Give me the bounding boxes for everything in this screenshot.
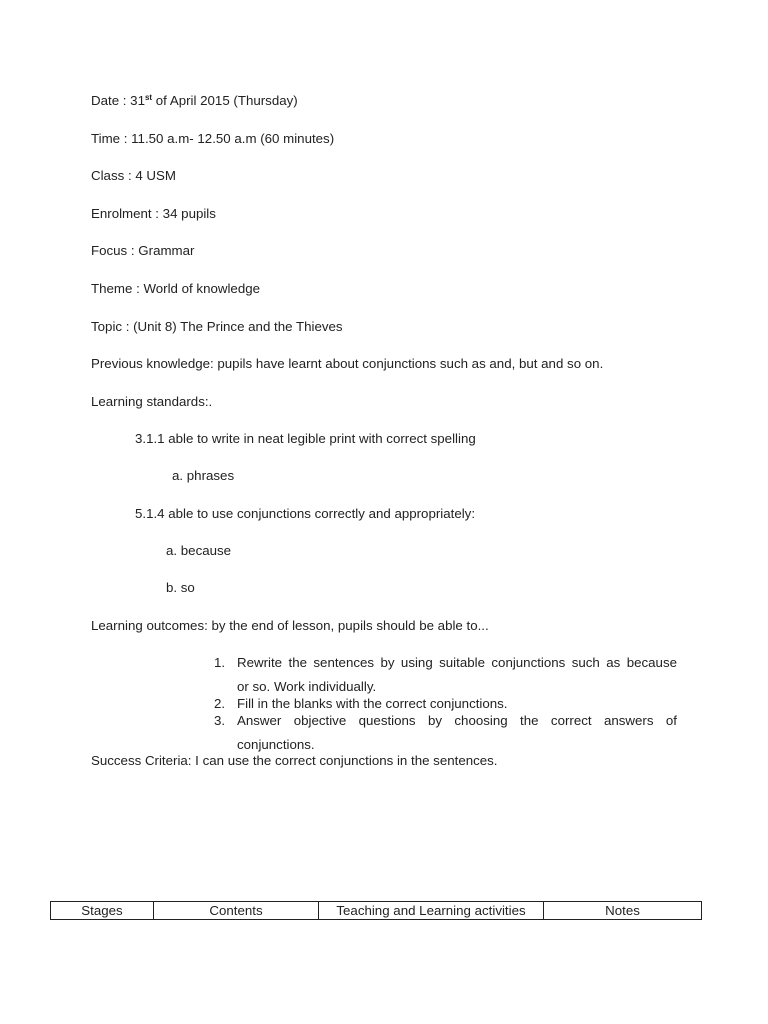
list-text: Fill in the blanks with the correct conjunctions.: [237, 696, 508, 711]
class-line: Class : 4 USM: [91, 168, 176, 183]
previous-knowledge-line: Previous knowledge: pupils have learnt about conjunctions such as and, but and so on.: [91, 356, 604, 371]
learning-standard-5-1-4: 5.1.4 able to use conjunctions correctly and appropriately:: [135, 506, 476, 521]
table-header-row: [51, 902, 702, 920]
column-header-stages: Stages: [51, 902, 154, 920]
learning-standards-heading: Learning standards:.: [91, 394, 213, 409]
theme-line: Theme : World of knowledge: [91, 281, 261, 296]
column-header-notes: Notes: [544, 902, 702, 920]
time-line: Time : 11.50 a.m- 12.50 a.m (60 minutes): [91, 131, 335, 146]
list-text-continued: conjunctions.: [237, 737, 315, 752]
date-text: Date : 31: [91, 93, 145, 108]
enrolment-line: Enrolment : 34 pupils: [91, 206, 216, 221]
column-header-activities: Teaching and Learning activities: [319, 902, 544, 920]
date-text-suffix: of April 2015 (Thursday): [152, 93, 298, 108]
learning-outcomes-heading: Learning outcomes: by the end of lesson, pupils should be able to...: [91, 618, 489, 633]
focus-line: Focus : Grammar: [91, 243, 195, 258]
success-criteria-line: Success Criteria: I can use the correct conjunctions in the sentences.: [91, 753, 498, 768]
list-number: 1.: [214, 655, 226, 670]
list-number: 2.: [214, 696, 226, 711]
topic-line: Topic : (Unit 8) The Prince and the Thieves: [91, 319, 343, 334]
learning-standard-5-1-4-b: b. so: [166, 580, 195, 595]
list-text: Answer objective questions by choosing the correct answers of: [237, 713, 677, 728]
column-header-contents: Contents: [154, 902, 319, 920]
list-text-continued: or so. Work individually.: [237, 679, 377, 694]
lesson-stages-table: [50, 901, 702, 920]
learning-standard-3-1-1: 3.1.1 able to write in neat legible print with correct spelling: [135, 431, 476, 446]
list-number: 3.: [214, 713, 226, 728]
list-text: Rewrite the sentences by using suitable conjunctions such as because: [237, 655, 677, 670]
date-line: [91, 93, 298, 109]
learning-standard-3-1-1-a: a. phrases: [172, 468, 235, 483]
learning-standard-5-1-4-a: a. because: [166, 543, 232, 558]
date-superscript: st: [144, 93, 153, 102]
